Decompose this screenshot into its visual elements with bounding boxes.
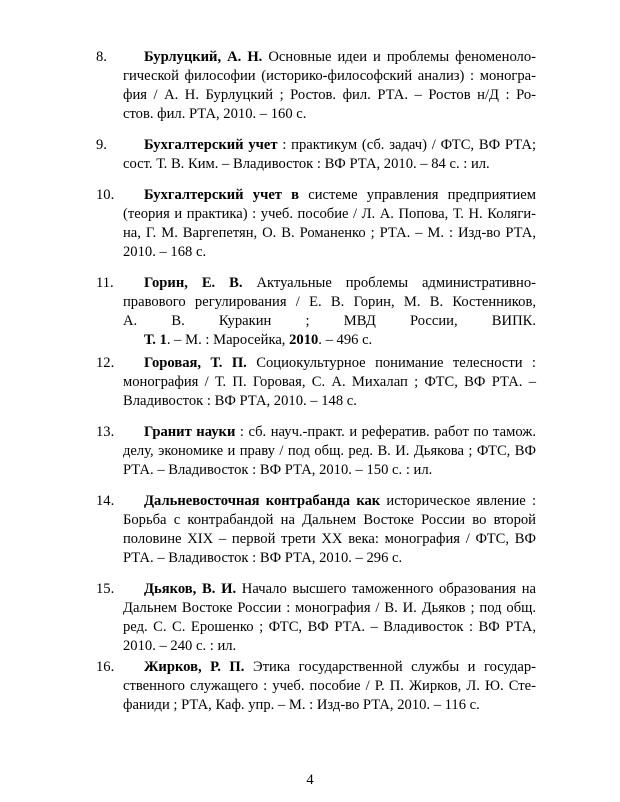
entry-plain-text: РТА. – Владивосток : ВФ РТА, 2010. – 150 с. : ил. — [123, 462, 433, 478]
entry-text — [123, 274, 536, 350]
entry-plain-text: историческое явление : — [380, 493, 537, 509]
entry-line — [123, 580, 536, 599]
entry-plain-text: Актуальные проблемы административно- — [242, 275, 536, 291]
entry-plain-text: гической философии (историко-философский анализ) : моногра- — [123, 68, 536, 84]
entry-bold-text: Бухгалтерский учет — [144, 137, 278, 153]
entry-plain-text: РТА. – Владивосток : ВФ РТА, 2010. – 296 с. — [123, 550, 403, 566]
entry-plain-text: Этика государственной службы и государ- — [244, 659, 537, 675]
entry-plain-text: 2010. – 240 с. : ил. — [123, 638, 237, 654]
entry-line — [123, 155, 536, 174]
entry-line — [123, 136, 536, 155]
entry-bold-text: Жирков, Р. П. — [144, 659, 245, 675]
entry-line — [123, 312, 536, 331]
entry-plain-text: : практикум (сб. задач) / ФТС, ВФ РТА; — [277, 137, 536, 153]
entry-line — [123, 354, 536, 373]
entry-line — [123, 461, 536, 480]
entry-line — [123, 67, 536, 86]
entry-plain-text: Владивосток : ВФ РТА, 2010. – 148 с. — [123, 393, 357, 409]
entry-line — [123, 105, 536, 124]
page-number: 4 — [306, 772, 314, 788]
entry-plain-text: . – М. : Маросейка, — [166, 332, 290, 348]
entry-number: 9. — [96, 137, 107, 153]
entry-plain-text: сост. Т. В. Ким. – Владивосток : ВФ РТА, 2010. – 84 с. : ил. — [123, 156, 490, 172]
entry-text — [123, 186, 536, 262]
entry-line — [123, 423, 536, 442]
entry-number: 13. — [96, 424, 115, 440]
entry-text — [123, 136, 536, 174]
entry-plain-text: системе управления предприятием — [299, 187, 537, 203]
entry-line — [123, 696, 536, 715]
entry-plain-text: на, Г. М. Варгепетян, О. В. Романенко ; РТА. – М. : Изд-во РТА, — [123, 225, 536, 241]
entry-bold-text: 2010 — [289, 332, 319, 348]
entry-bold-text: Бурлуцкий, А. Н. — [144, 49, 263, 65]
entry-plain-text: Начало высшего таможенного образования на — [236, 581, 537, 597]
entry-bold-text: Бухгалтерский учет в — [144, 187, 300, 203]
entry-line — [123, 549, 536, 568]
entry-line — [123, 511, 536, 530]
entry-plain-text: : сб. науч.-практ. и рефератив. работ по тамож. — [235, 424, 536, 440]
entry-number: 12. — [96, 355, 115, 371]
entry-text — [123, 658, 536, 715]
entry-number: 16. — [96, 659, 115, 675]
entry-plain-text: . – 496 с. — [318, 332, 373, 348]
entry-number: 15. — [96, 581, 115, 597]
entry-number: 14. — [96, 493, 115, 509]
entry-plain-text: ред. С. С. Ерошенко ; ФТС, ВФ РТА. – Владивосток : ВФ РТА, — [123, 619, 536, 635]
entry-plain-text: Дальнем Востоке России : монография / В. И. Дьяков ; под общ. — [123, 600, 536, 616]
entry-line — [123, 243, 536, 262]
entry-bold-text: Горовая, Т. П. — [144, 355, 247, 371]
entry-plain-text: фаниди ; РТА, Каф. упр. – М. : Изд-во РТА, 2010. – 116 с. — [123, 697, 480, 713]
entry-bold-text: Дальневосточная контрабанда как — [144, 493, 381, 509]
entry-line — [123, 274, 536, 293]
entry-number: 11. — [96, 275, 114, 291]
entry-plain-text: Основные идеи и проблемы феноменоло- — [262, 49, 536, 65]
entry-line — [123, 618, 536, 637]
entry-line — [123, 442, 536, 461]
entry-text — [123, 423, 536, 480]
entry-plain-text: (теория и практика) : учеб. пособие / Л. А. Попова, Т. Н. Коляги- — [123, 206, 536, 222]
entry-plain-text: половине XIX – первой трети XX века: монография / ФТС, ВФ — [123, 531, 536, 547]
entry-plain-text: 2010. – 168 с. — [123, 244, 207, 260]
entry-line — [123, 392, 536, 411]
entry-plain-text: Борьба с контрабандой на Дальнем Востоке России во второй — [123, 512, 536, 528]
entry-plain-text: правового регулирования / Е. В. Горин, М. В. Костенников, — [123, 294, 536, 310]
entry-line — [123, 86, 536, 105]
entry-line — [123, 224, 536, 243]
entry-bold-text: Горин, Е. В. — [144, 275, 243, 291]
entry-text — [123, 492, 536, 568]
entry-plain-text: монография / Т. П. Горовая, С. А. Михалап ; ФТС, ВФ РТА. – — [123, 374, 536, 390]
entry-plain-text: фия / А. Н. Бурлуцкий ; Ростов. фил. РТА. – Ростов н/Д : Ро- — [123, 87, 536, 103]
entry-line — [123, 205, 536, 224]
entry-line — [123, 373, 536, 392]
entry-text — [123, 48, 536, 124]
entry-line — [123, 186, 536, 205]
entry-bold-text: Гранит науки — [144, 424, 236, 440]
entry-line — [123, 637, 536, 656]
entry-bold-text: Дьяков, В. И. — [144, 581, 237, 597]
entry-line — [123, 658, 536, 677]
entry-number: 10. — [96, 187, 115, 203]
entry-plain-text: делу, экономике и праву / под общ. ред. В. И. Дьякова ; ФТС, ВФ — [123, 443, 536, 459]
entry-plain-text: А. В. Куракин ; МВД России, ВИПК. — [123, 313, 536, 329]
entry-line — [123, 492, 536, 511]
entry-line — [123, 48, 536, 67]
entry-line — [123, 677, 536, 696]
entry-number: 8. — [96, 49, 107, 65]
entry-plain-text: Социокультурное понимание телесности : — [246, 355, 536, 371]
entry-line — [123, 599, 536, 618]
entry-plain-text: стов. фил. РТА, 2010. – 160 с. — [123, 106, 307, 122]
entry-line — [123, 293, 536, 312]
entry-plain-text: ственного служащего : учеб. пособие / Р. П. Жирков, Л. Ю. Сте- — [123, 678, 536, 694]
entry-line — [123, 331, 536, 350]
entry-bold-text: Т. 1 — [144, 332, 167, 348]
entry-text — [123, 580, 536, 656]
entry-line — [123, 530, 536, 549]
entry-text — [123, 354, 536, 411]
